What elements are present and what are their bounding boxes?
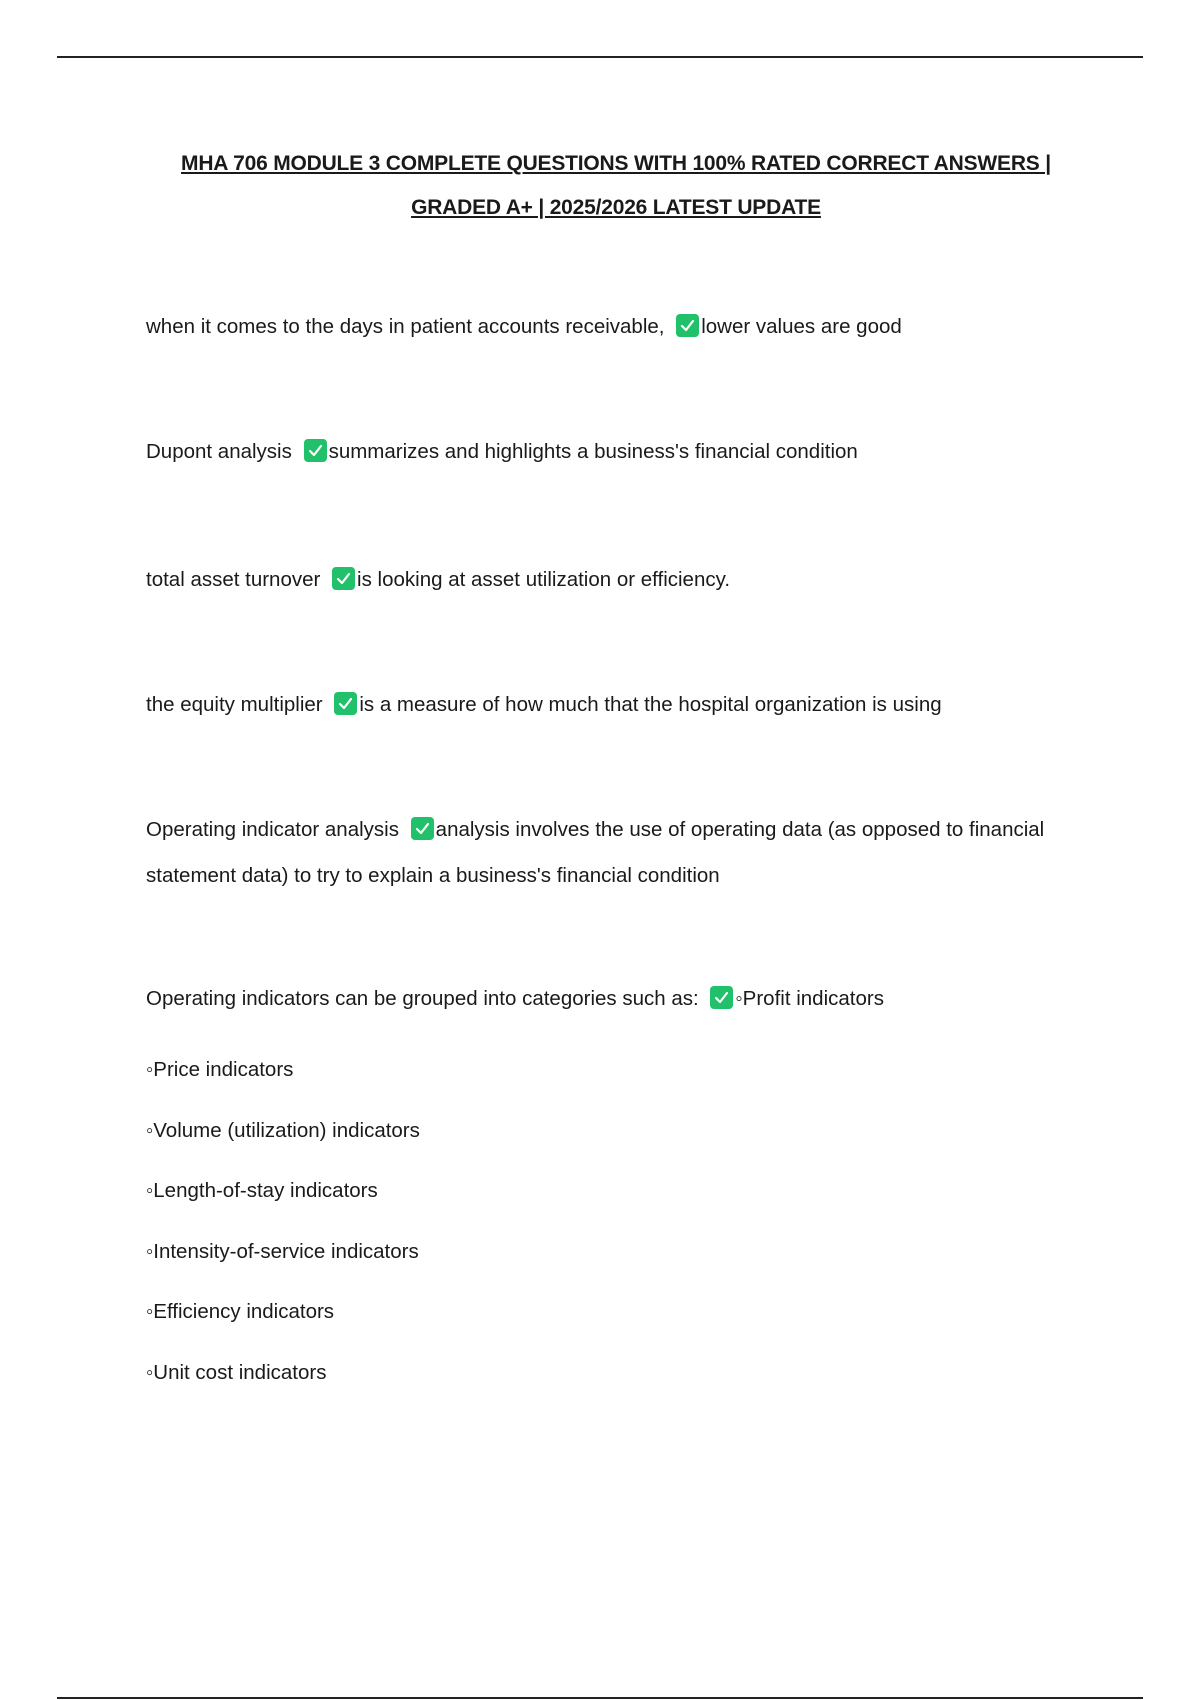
question-text: when it comes to the days in patient accounts receivable, [146, 315, 665, 338]
question-text: Operating indicators can be grouped into categories such as: [146, 987, 699, 1010]
top-rule [57, 56, 1143, 58]
question-text: total asset turnover [146, 568, 321, 591]
answer-text: analysis involves the use of operating data (as opposed to financial statement data) to try to explain a business's financial condition [146, 818, 1045, 887]
list-item: ◦Length-of-stay indicators [146, 1179, 378, 1202]
qa-item [146, 682, 1066, 728]
title-line-1: MHA 706 MODULE 3 COMPLETE QUESTIONS WITH 100% RATED CORRECT ANSWERS | [181, 152, 1051, 175]
document-title [100, 142, 1132, 230]
check-mark-icon [332, 567, 355, 590]
list-item: ◦Unit cost indicators [146, 1360, 327, 1384]
qa-item [146, 304, 1066, 350]
check-mark-icon [676, 314, 699, 337]
qa-item [146, 807, 1066, 899]
qa-item [146, 429, 1066, 475]
answer-text: is looking at asset utilization or efficiency. [357, 568, 731, 591]
question-text: Dupont analysis [146, 440, 292, 463]
question-text: Operating indicator analysis [146, 818, 399, 841]
check-mark-icon [710, 986, 733, 1009]
check-mark-icon [411, 817, 434, 840]
title-line-2: GRADED A+ | 2025/2026 LATEST UPDATE [411, 196, 821, 219]
list-item: ◦Price indicators [146, 1058, 294, 1081]
answer-text: summarizes and highlights a business's financial condition [328, 440, 858, 463]
answer-text: ◦Profit indicators [735, 987, 884, 1010]
question-text: the equity multiplier [146, 693, 323, 716]
qa-item [146, 557, 1066, 603]
qa-item [146, 976, 1066, 1022]
answer-text: is a measure of how much that the hospital organization is using [359, 693, 942, 716]
list-item: ◦Volume (utilization) indicators [146, 1118, 420, 1142]
bottom-rule [57, 1697, 1143, 1699]
check-mark-icon [334, 692, 357, 715]
answer-text: lower values are good [701, 315, 902, 338]
check-mark-icon [304, 439, 327, 462]
list-item: ◦Intensity-of-service indicators [146, 1239, 419, 1263]
indicator-list [146, 1040, 420, 1403]
list-item: ◦Efficiency indicators [146, 1300, 335, 1323]
